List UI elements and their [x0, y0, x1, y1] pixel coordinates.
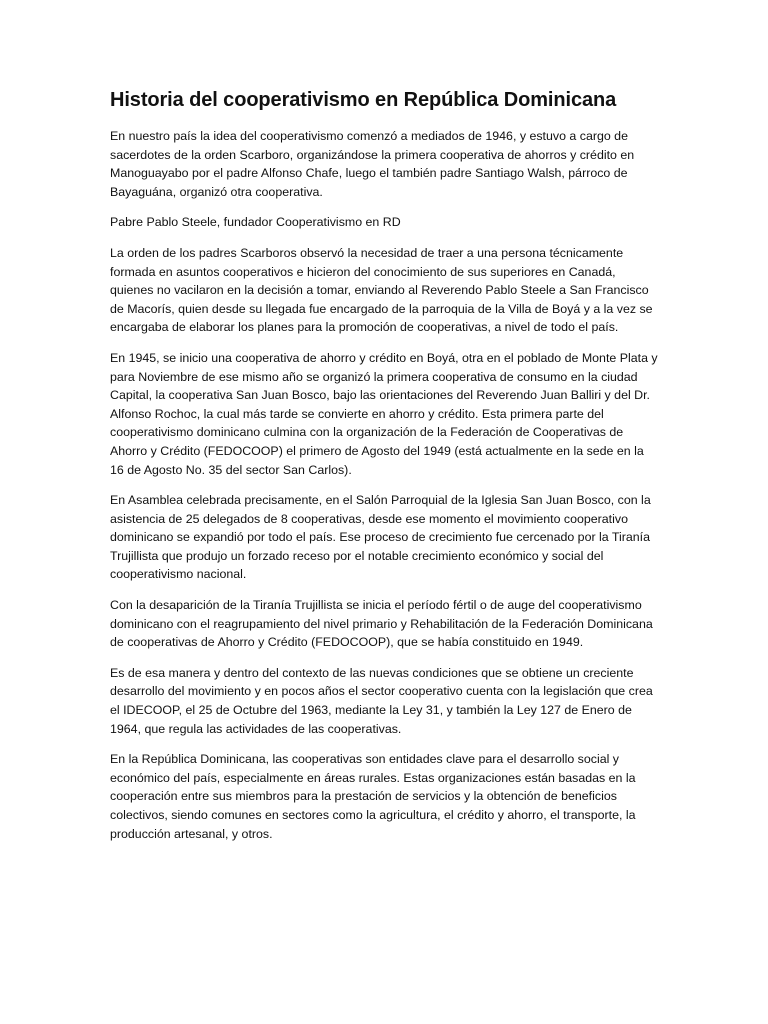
- paragraph-assembly: En Asamblea celebrada precisamente, en el Salón Parroquial de la Iglesia San Juan Bosco, con la asistencia de 25 delegados de 8 cooperativas, desde ese momento el movimiento cooperativo dominicano se expandió por todo el país. Ese proceso de crecimiento fue cercenado por la Tiranía Trujillista que produjo un forzado receso por el notable crecimiento económico y social del cooperativismo nacional.: [110, 493, 651, 582]
- paragraph-scarboro-fathers: La orden de los padres Scarboros observó la necesidad de traer a una persona técnicamente formada en asuntos cooperativos e hicieron del conocimiento de sus superiores en Canadá, quienes no vacilaron en la decisión a tomar, enviando al Reverendo Pablo Steele a San Francisco de Macorís, quien desde su llegada fue encargado de la parroquia de la Villa de Boyá y a la vez se encargaba de elaborar los planes para la promoción de cooperativas, a nivel de todo el país.: [110, 245, 653, 335]
- paragraph-legislation: Es de esa manera y dentro del contexto de las nuevas condiciones que se obtiene un creciente desarrollo del movimiento y en pocos años el sector cooperativo cuenta con la legislación que crea el IDECOOP, el 25 de Octubre del 1963, mediante la Ley 31, y también la Ley 127 de Enero de 1964, que regula las actividades de las cooperativas.: [110, 665, 653, 736]
- paragraph-post-trujillo: Con la desaparición de la Tiranía Trujillista se inicia el período fértil o de auge del cooperativismo dominicano con el reagrupamiento del nivel primario y Rehabilitación de la Federación Dominicana de cooperativas de Ahorro y Crédito (FEDOCOOP), que se había constituido en 1949.: [110, 598, 653, 650]
- paragraph-caption-pablo-steele: Pabre Pablo Steele, fundador Cooperativismo en RD: [110, 215, 401, 230]
- paragraph-current-role: En la República Dominicana, las cooperativas son entidades clave para el desarrollo social y económico del país, especialmente en áreas rurales. Estas organizaciones están basadas en la cooperación entre sus miembros para la prestación de servicios y la obtención de beneficios colectivos, siendo comunes en sectores como la agricultura, el crédito y ahorro, el transporte, la producción artesanal, y otros.: [110, 752, 636, 841]
- paragraph-origins: En nuestro país la idea del cooperativismo comenzó a mediados de 1946, y estuvo a cargo de sacerdotes de la orden Scarboro, organizándose la primera cooperativa de ahorros y crédito en Manoguayabo por el padre Alfonso Chafe, luego el también padre Santiago Walsh, párroco de Bayaguána, organizó otra cooperativa.: [110, 129, 635, 199]
- paragraph-first-cooperatives: En 1945, se inicio una cooperativa de ahorro y crédito en Boyá, otra en el poblado de Monte Plata y para Noviembre de ese mismo año se organizó la primera cooperativa de consumo en la ciudad Capital, la cooperativa San Juan Bosco, bajo las orientaciones del Reverendo Juan Balliri y del Dr. Alfonso Rochoc, la cual más tarde se convierte en ahorro y crédito. Esta primera parte del cooperativismo dominicano culmina con la organización de la Federación de Cooperativas de Ahorro y Crédito (FEDOCOOP) el primero de Agosto del 1949 (está actualmente en la sede en la 16 de Agosto No. 35 del sector San Carlos).: [110, 350, 658, 477]
- document-page: [110, 86, 660, 855]
- document-title: Historia del cooperativismo en República Dominicana: [110, 89, 617, 111]
